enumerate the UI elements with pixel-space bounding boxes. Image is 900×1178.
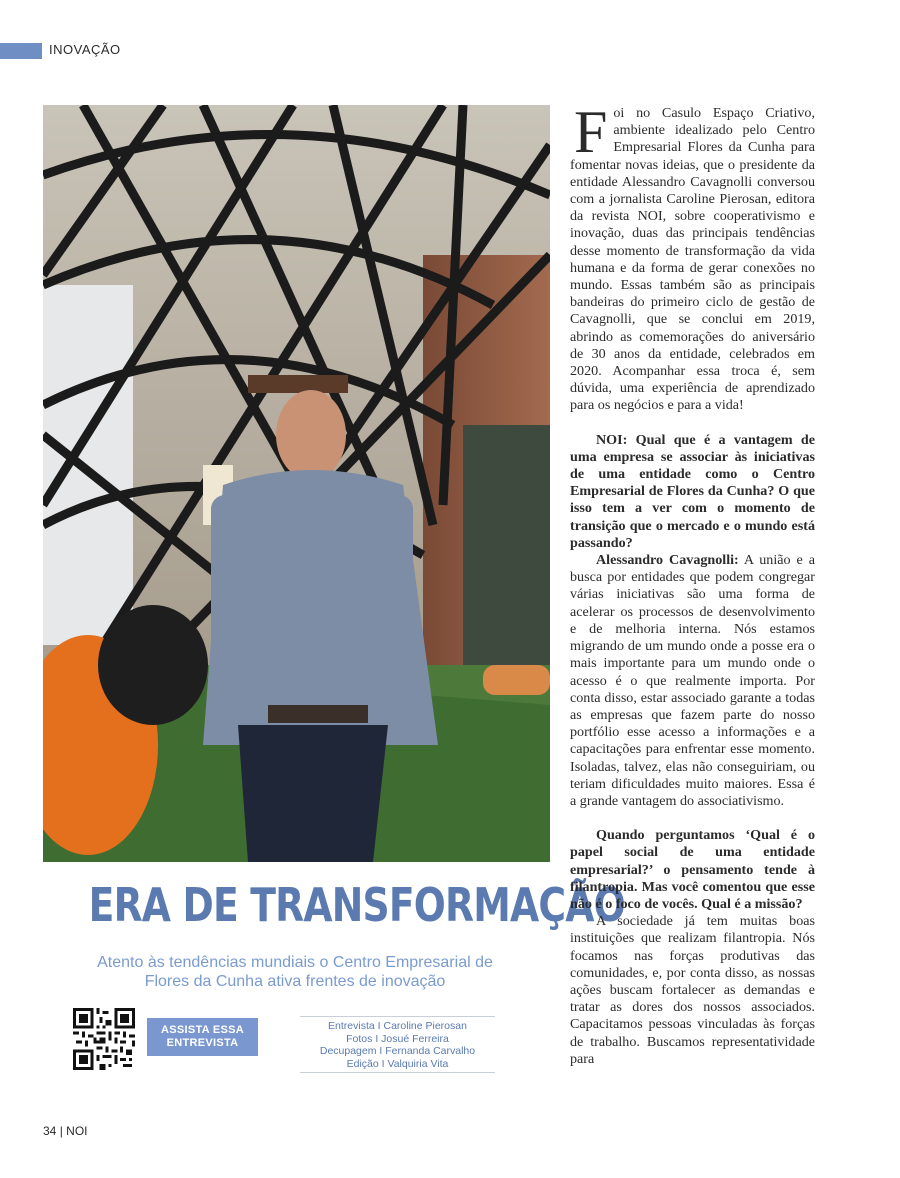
watch-interview-button[interactable] [147,1018,258,1056]
intro-paragraph [570,99,815,415]
footer-separator: | [59,1124,63,1138]
qr-code-icon[interactable] [73,1008,135,1070]
subtitle-line-2: Flores da Cunha ativa frentes de inovação [144,973,446,990]
question-2: Quando perguntamos ‘Qual é o papel social de uma entidade empresarial?’ o pensamento tende à filantropia. Mas você comentou que esse não é o foco de vocês. Qual é a missão? [570,827,815,912]
article-subtitle [60,953,530,991]
answer-1 [570,552,815,810]
credit-transcription: Decupagem I Fernanda Carvalho [319,1045,476,1058]
answer-2: A sociedade já tem muitas boas instituições que realizam filantropia. Nós focamos nas forças produtivas das comunidades, e, por conta disso, as nossas ações buscam fortalecer as demandas e tratar as dores dos nossos associados. Capacitamos pessoas vinculadas às forças de trabalho. Buscamos representatividade para [570,913,815,1067]
answer-1-speaker: Alessandro Cavagnolli: [596,552,739,569]
drop-cap: F [574,99,608,165]
credits-box [300,1016,495,1073]
page-number: 34 [43,1124,57,1138]
watch-button-line-1: ASSISTA ESSA [160,1024,245,1036]
credit-interview: Entrevista I Caroline Pierosan [328,1020,467,1032]
section-label: INOVAÇÃO [49,42,121,57]
article-headline: ERA DE TRANSFORMAÇÃO [88,878,625,932]
watch-button-line-2: ENTREVISTA [166,1037,239,1049]
intro-text: oi no Casulo Espaço Criativo, ambiente idealizado pelo Centro Empresarial Flores da Cunha para fomentar novas ideias, que o presidente da entidade Alessandro Cavagnolli conversou com a jornalista Caroline Pierosan, editora da revista NOI, sobre cooperativismo e inovação, duas das principais tendências desse momento de transformação da vida humana e da forma de gerar conexões no mundo. Essas também são as principais bandeiras do primeiro ciclo de gestão de Cavagnolli, que se conclui em 2019, abrindo as comemorações do aniversário de 30 anos da entidade, celebrados em 2020. Acompanhar essa troca é, sem dúvida, uma experiência de aprendizado para os negócios e para a vida! [570,105,815,414]
feature-photo [43,105,550,862]
section-color-bar [0,43,42,59]
magazine-name: NOI [66,1124,88,1138]
credit-editing: Edição I Valquiria Vita [346,1057,449,1070]
subtitle-line-1: Atento às tendências mundiais o Centro Empresarial de [97,954,493,971]
page-footer [43,1124,88,1138]
question-1: NOI: Qual que é a vantagem de uma empresa se associar às iniciativas de uma entidade como o Centro Empresarial de Flores da Cunha? O que isso tem a ver com o momento de transição que o mercado e o mundo está passando? [570,431,815,551]
answer-1-text: A união e a busca por entidades que podem congregar várias iniciativas são uma forma de acelerar os processos de desenvolvimento e de melhoria interna. Nós estamos migrando de um mundo onde a posse era o mais importante para um mundo onde o acesso é o que realmente importa. Por conta disso, estar associado garante a todas as empresas que fazem parte do nosso portfólio esse acesso a informações e a capacitações para enfrentar esse momento. Isoladas, talvez, elas não conseguiriam, ou teriam dificuldades muito maiores. Essa é a grande vantagem do associativismo. [570,552,815,809]
article-body [570,99,815,1068]
credit-photos: Fotos I Josué Ferreira [346,1032,449,1045]
